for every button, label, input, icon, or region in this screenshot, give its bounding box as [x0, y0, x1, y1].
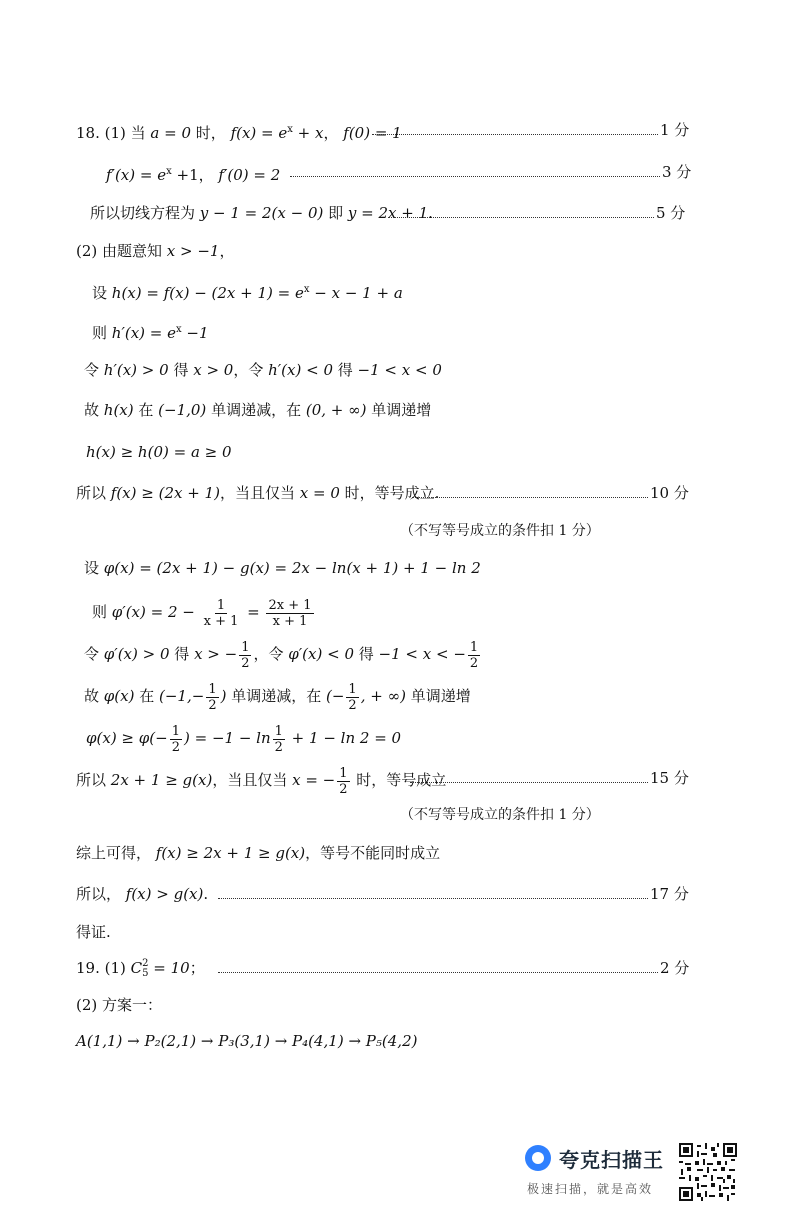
math: −1 [181, 324, 209, 342]
text: 单调递减，在 [226, 687, 326, 705]
fraction [266, 598, 313, 629]
numerator: 1 [216, 597, 226, 613]
math: ) [220, 687, 227, 705]
text: ， [219, 242, 235, 260]
conclusion-2-line [76, 760, 446, 800]
math: f(x) ≥ 2x + 1 ≥ g(x) [155, 844, 306, 862]
text: 得 [354, 645, 379, 663]
brand-logo-icon [525, 1145, 551, 1171]
math: h′(x) > 0 [103, 361, 169, 379]
math: + x [292, 124, 324, 142]
superscript: 2 [142, 958, 149, 969]
math: (0, + ∞) [305, 401, 367, 419]
text: 综上可得， [76, 844, 156, 862]
math: A(1,1) → P₂(2,1) → P₃(3,1) → P₄(4,1) → P₅(4,2) [76, 1032, 418, 1050]
text: ，等号不能同时成立 [305, 844, 441, 862]
fraction [346, 682, 358, 713]
math: h(x) ≥ h(0) = a ≥ 0 [86, 443, 232, 461]
numerator: 1 [469, 639, 479, 655]
solution-18-part1-line [76, 120, 402, 143]
math: C [130, 959, 143, 977]
text: 所以 [76, 484, 111, 502]
text: 时，等号成立. [339, 484, 440, 502]
conclusion-1-line [76, 483, 439, 503]
dotted-leader [218, 972, 658, 973]
math: f′(0) = 2 [218, 166, 281, 184]
score-label: 5 分 [656, 204, 686, 222]
text: 令 [84, 361, 104, 379]
text: (2) 由题意知 [76, 242, 167, 260]
text: 故 [84, 401, 104, 419]
derivative-line [106, 162, 280, 185]
text: ， [323, 124, 344, 142]
denominator: 2 [274, 739, 283, 755]
fraction [337, 766, 349, 797]
text: 在 [133, 401, 159, 419]
math: f′(x) = e [106, 166, 167, 184]
fraction [206, 682, 218, 713]
math: φ(x) [103, 687, 135, 705]
text: 单调递减，在 [206, 401, 306, 419]
h-min-line [86, 442, 232, 462]
math: x = − [292, 771, 336, 789]
fraction [202, 598, 241, 629]
denominator: 2 [171, 739, 180, 755]
final-conclusion-line [76, 884, 208, 904]
math: h′(x) < 0 [268, 361, 333, 379]
math: x > −1 [166, 242, 220, 260]
phi-sign-line [84, 634, 482, 674]
deduction-note: （不写等号成立的条件扣 1 分） [400, 807, 600, 823]
math: φ′(x) < 0 [288, 645, 354, 663]
text: 则 [92, 603, 112, 621]
math: − x − 1 + a [309, 284, 403, 302]
math: (− [326, 687, 345, 705]
tangent-line-equation [90, 203, 433, 223]
score-label: 17 分 [650, 885, 689, 903]
score-label: 15 分 [650, 769, 689, 787]
numerator: 1 [274, 723, 283, 739]
scanner-watermark [525, 1142, 685, 1202]
text: 故 [84, 687, 104, 705]
phi-monotonic-line [84, 676, 471, 716]
phi-derivative-line [92, 592, 316, 632]
solution-19-part1-line [76, 958, 205, 979]
text: ，当且仅当 [219, 484, 300, 502]
score-label: 3 分 [662, 163, 692, 181]
math: ) = −1 − ln [183, 729, 271, 747]
math: f(x) > g(x) [125, 885, 204, 903]
text: 单调递增 [405, 687, 471, 705]
math: f(x) = e [230, 124, 288, 142]
math: φ(x) ≥ φ(− [86, 729, 168, 747]
math: φ′(x) > 0 [103, 645, 170, 663]
text: 所以切线方程为 [90, 204, 200, 222]
fraction [273, 724, 285, 755]
text: 设 [92, 284, 112, 302]
dotted-leader [290, 176, 660, 177]
dotted-leader [218, 898, 648, 899]
dotted-leader [410, 782, 648, 783]
math: −1 < x < 0 [357, 361, 442, 379]
numerator: 2x + 1 [268, 597, 312, 613]
text: 在 [134, 687, 159, 705]
math: f(0) = 1 [343, 124, 402, 142]
text: 时， [191, 124, 231, 142]
math: = 10 [148, 959, 190, 977]
text: 令 [84, 645, 104, 663]
math: x = 0 [299, 484, 340, 502]
text: ，令 [253, 645, 289, 663]
text: . [203, 885, 209, 903]
brand-slogan: 极速扫描，就是高效 [527, 1182, 654, 1196]
denominator: x + 1 [272, 613, 308, 629]
math: y − 1 = 2(x − 0) [199, 204, 324, 222]
math: 2x + 1 ≥ g(x) [110, 771, 213, 789]
math: , + ∞) [360, 687, 406, 705]
text: 得 [333, 361, 358, 379]
text: = [242, 603, 265, 621]
text: 则 [92, 324, 112, 342]
numerator: 1 [241, 639, 250, 655]
math: φ′(x) = 2 − [111, 603, 200, 621]
dotted-leader [372, 134, 658, 135]
text: 得 [168, 361, 194, 379]
math: + 1 − ln 2 = 0 [286, 729, 402, 747]
text: 时，等号成立 [351, 771, 447, 789]
dotted-leader [412, 497, 648, 498]
text: ，令 [233, 361, 269, 379]
solution-19-part2-heading: (2) 方案一： [76, 996, 163, 1014]
text: 即 [323, 204, 348, 222]
text: 所以， [76, 885, 126, 903]
h-derivative-line [92, 320, 209, 343]
fraction [170, 724, 182, 755]
denominator: 2 [339, 781, 348, 797]
numerator: 1 [208, 681, 217, 697]
math: (−1,− [159, 687, 205, 705]
math: x [303, 284, 310, 295]
text: ，当且仅当 [212, 771, 293, 789]
math: −1 < x < − [378, 645, 466, 663]
denominator: 2 [348, 697, 357, 713]
define-h-line [92, 280, 403, 303]
denominator: 2 [469, 655, 479, 671]
score-label: 10 分 [650, 484, 689, 502]
math: h′(x) = e [111, 324, 176, 342]
denominator: 2 [208, 697, 217, 713]
math: x [287, 124, 293, 135]
text: ； [189, 959, 205, 977]
numerator: 1 [339, 765, 348, 781]
math: x > 0 [193, 361, 234, 379]
subscript: 5 [142, 968, 149, 979]
proven-line: 得证. [76, 923, 111, 941]
text: 18. (1) 当 [76, 124, 151, 142]
score-label: 2 分 [660, 959, 690, 977]
path-sequence-line [76, 1031, 417, 1051]
numerator: 1 [171, 723, 180, 739]
text: +1， [171, 166, 219, 184]
deduction-note: （不写等号成立的条件扣 1 分） [400, 523, 600, 539]
math: f(x) ≥ (2x + 1) [110, 484, 220, 502]
math: x [176, 324, 182, 335]
math: h(x) [103, 401, 134, 419]
h-sign-line [84, 360, 442, 380]
math: (−1,0) [158, 401, 207, 419]
text: . [428, 204, 433, 222]
score-label: 1 分 [660, 121, 690, 139]
combined-inequality-line [76, 843, 440, 863]
h-monotonic-line [84, 400, 431, 420]
math: y = 2x + 1 [347, 204, 429, 222]
text: 设 [84, 559, 104, 577]
qr-code-icon [679, 1143, 737, 1201]
part2-heading [76, 241, 235, 261]
phi-min-line [86, 718, 401, 758]
dotted-leader [388, 217, 654, 218]
math: a = 0 [150, 124, 192, 142]
fraction [468, 640, 480, 671]
math: x [166, 166, 172, 177]
numerator: 1 [348, 681, 357, 697]
math: x > − [194, 645, 238, 663]
text: 单调递增 [366, 401, 432, 419]
define-phi-line [84, 558, 481, 578]
denominator: 2 [241, 655, 250, 671]
fraction [239, 640, 251, 671]
denominator: x + 1 [203, 613, 239, 629]
math: h(x) = f(x) − (2x + 1) = e [111, 284, 304, 302]
text: 19. (1) [76, 959, 131, 977]
text: 所以 [76, 771, 111, 789]
math: φ(x) = (2x + 1) − g(x) = 2x − ln(x + 1) + 1 − ln 2 [103, 559, 481, 577]
brand-name: 夸克扫描王 [559, 1148, 664, 1172]
text: 得 [169, 645, 195, 663]
